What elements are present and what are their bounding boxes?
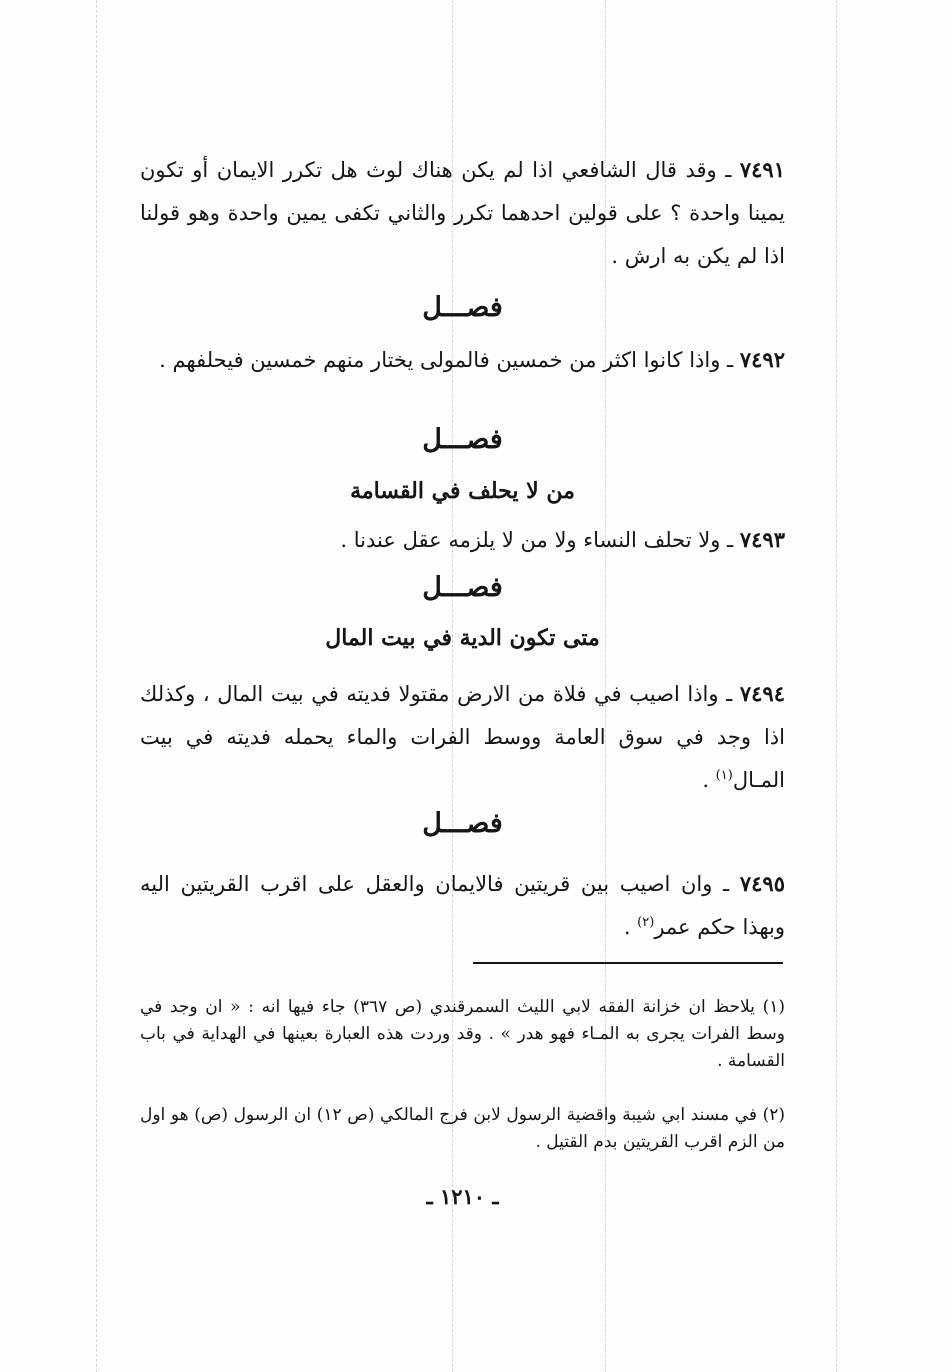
paragraph-7493 xyxy=(140,518,785,562)
section-heading-fasl xyxy=(140,424,785,455)
fasl-label: فصـــل xyxy=(422,572,503,603)
paragraph-number: ٧٤٩٥ xyxy=(739,871,785,896)
paragraph-text: ـ واذا اصيب في فلاة من الارض مقتولا فديته في بيت المال ، وكذلك اذا وجد في سوق العامة ووسط الفرات والماء يحمله فديته في بيت المـال xyxy=(140,682,785,792)
section-heading-fasl xyxy=(140,808,785,839)
footnote-2: (٢) في مسند ابي شيبة واقضية الرسول لابن فرج المالكي (ص ١٢) ان الرسول (ص) هو اول من الزم اقرب القريتين بدم القتيل . xyxy=(140,1105,785,1152)
paragraph-text: ـ وان اصيب بين قريتين فالايمان والعقل على اقرب القريتين اليه وبهذا حكم عمر xyxy=(140,872,785,939)
paragraph-7494 xyxy=(140,672,785,802)
paragraph-text: ـ ولا تحلف النساء ولا من لا يلزمه عقل عندنا . xyxy=(340,528,740,552)
page-number: ـ ١٢١٠ ـ xyxy=(426,1184,499,1209)
fasl-label: فصـــل xyxy=(422,292,503,323)
footnote-1: (١) يلاحظ ان خزانة الفقه لابي الليث السمرقندي (ص ٣٦٧) جاء فيها انه : « ان وجد في وسط الفرات يجرى به المـاء فهو هدر » . وقد وردت هذه العبارة بعينها في الهداية في باب القسامة . xyxy=(140,997,785,1071)
paragraph-number: ٧٤٩٤ xyxy=(739,681,785,706)
fasl-label: فصـــل xyxy=(422,808,503,839)
paragraph-text: ـ وقد قال الشافعي اذا لم يكن هناك لوث هل تكرر الايمان أو تكون يمينا واحدة ؟ على قولين احدهما تكرر والثاني تكفى يمين واحدة وهو قولنا اذا لم يكن به ارش . xyxy=(140,158,785,268)
footnote-marker: (١) xyxy=(715,768,733,783)
paragraph-number: ٧٤٩٢ xyxy=(739,347,785,372)
subheading: من لا يحلف في القسامة xyxy=(350,478,575,504)
footnote-separator xyxy=(473,962,783,964)
paragraph-number: ٧٤٩٣ xyxy=(739,527,785,552)
paragraph-number: ٧٤٩١ xyxy=(739,157,785,182)
paragraph-7495 xyxy=(140,862,785,949)
paragraph-7491 xyxy=(140,148,785,278)
fasl-label: فصـــل xyxy=(422,424,503,455)
paragraph-7492 xyxy=(140,338,785,382)
paragraph-end: . xyxy=(702,768,716,792)
paragraph-text: ـ واذا كانوا اكثر من خمسين فالمولى يختار منهم خمسين فيحلفهم . xyxy=(159,348,740,372)
section-heading-fasl xyxy=(140,292,785,323)
scan-artifact xyxy=(836,0,837,1372)
footnote-marker: (٢) xyxy=(637,915,655,930)
paragraph-end: . xyxy=(623,915,638,939)
subheading: متى تكون الدية في بيت المال xyxy=(325,625,600,651)
scan-artifact xyxy=(96,0,97,1372)
section-heading-fasl xyxy=(140,572,785,603)
